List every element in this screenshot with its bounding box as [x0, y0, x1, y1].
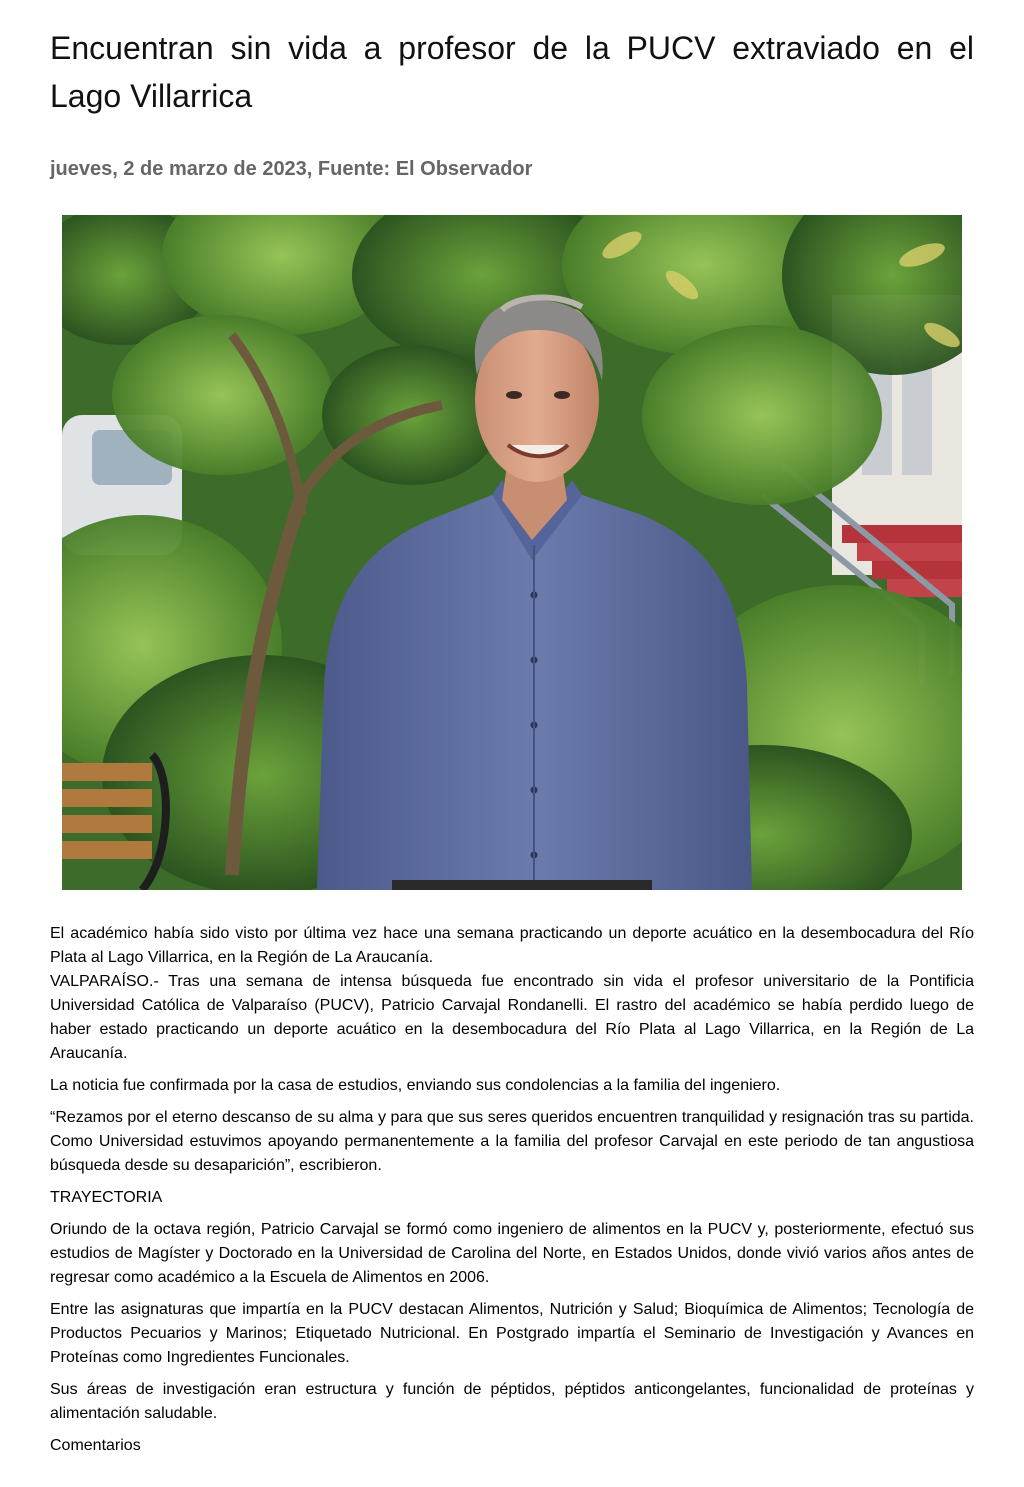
article-photo	[62, 215, 962, 890]
article-paragraph: Entre las asignaturas que impartía en la PUCV destacan Alimentos, Nutrición y Salud; Bioquímica de Alimentos; Tecnología de Productos Pecuarios y Marinos; Etiquetado Nutricional. En Postgrado impartía el Seminario de Investigación y Avances en Proteínas como Ingredientes Funcionales.	[50, 1301, 974, 1366]
article-title: Encuentran sin vida a profesor de la PUCV extraviado en el Lago Villarrica	[50, 30, 974, 114]
article-paragraph: La noticia fue confirmada por la casa de estudios, enviando sus condolencias a la familia del ingeniero.	[50, 1077, 781, 1094]
article-paragraph: “Rezamos por el eterno descanso de su alma y para que sus seres queridos encuentren tranquilidad y resignación tras su partida. Como Universidad estuvimos apoyando permanentemente a la familia del profesor Carvajal en este periodo de tan angustiosa búsqueda desde su desaparición”, escribieron.	[50, 1109, 974, 1174]
section-heading: TRAYECTORIA	[50, 1189, 163, 1206]
comments-link[interactable]: Comentarios	[50, 1437, 141, 1454]
article-date-source: jueves, 2 de marzo de 2023, Fuente: El Observador	[50, 158, 533, 180]
article-lead: El académico había sido visto por última vez hace una semana practicando un deporte acuático en la desembocadura del Río Plata al Lago Villarrica, en la Región de La Araucanía.	[50, 925, 974, 966]
article-body	[50, 922, 974, 1458]
article-paragraph: Oriundo de la octava región, Patricio Carvajal se formó como ingeniero de alimentos en la PUCV y, posteriormente, efectuó sus estudios de Magíster y Doctorado en la Universidad de Carolina del Norte, en Estados Unidos, donde vivió varios años antes de regresar como académico a la Escuela de Alimentos en 2006.	[50, 1221, 974, 1286]
article	[50, 0, 974, 1458]
article-paragraph: Sus áreas de investigación eran estructura y función de péptidos, péptidos anticongelantes, funcionalidad de proteínas y alimentación saludable.	[50, 1381, 974, 1422]
article-paragraph: VALPARAÍSO.- Tras una semana de intensa búsqueda fue encontrado sin vida el profesor universitario de la Pontificia Universidad Católica de Valparaíso (PUCV), Patricio Carvajal Rondanelli. El rastro del académico se había perdido luego de haber estado practicando un deporte acuático en la desembocadura del Río Plata al Lago Villarrica, en la Región de La Araucanía.	[50, 973, 974, 1062]
